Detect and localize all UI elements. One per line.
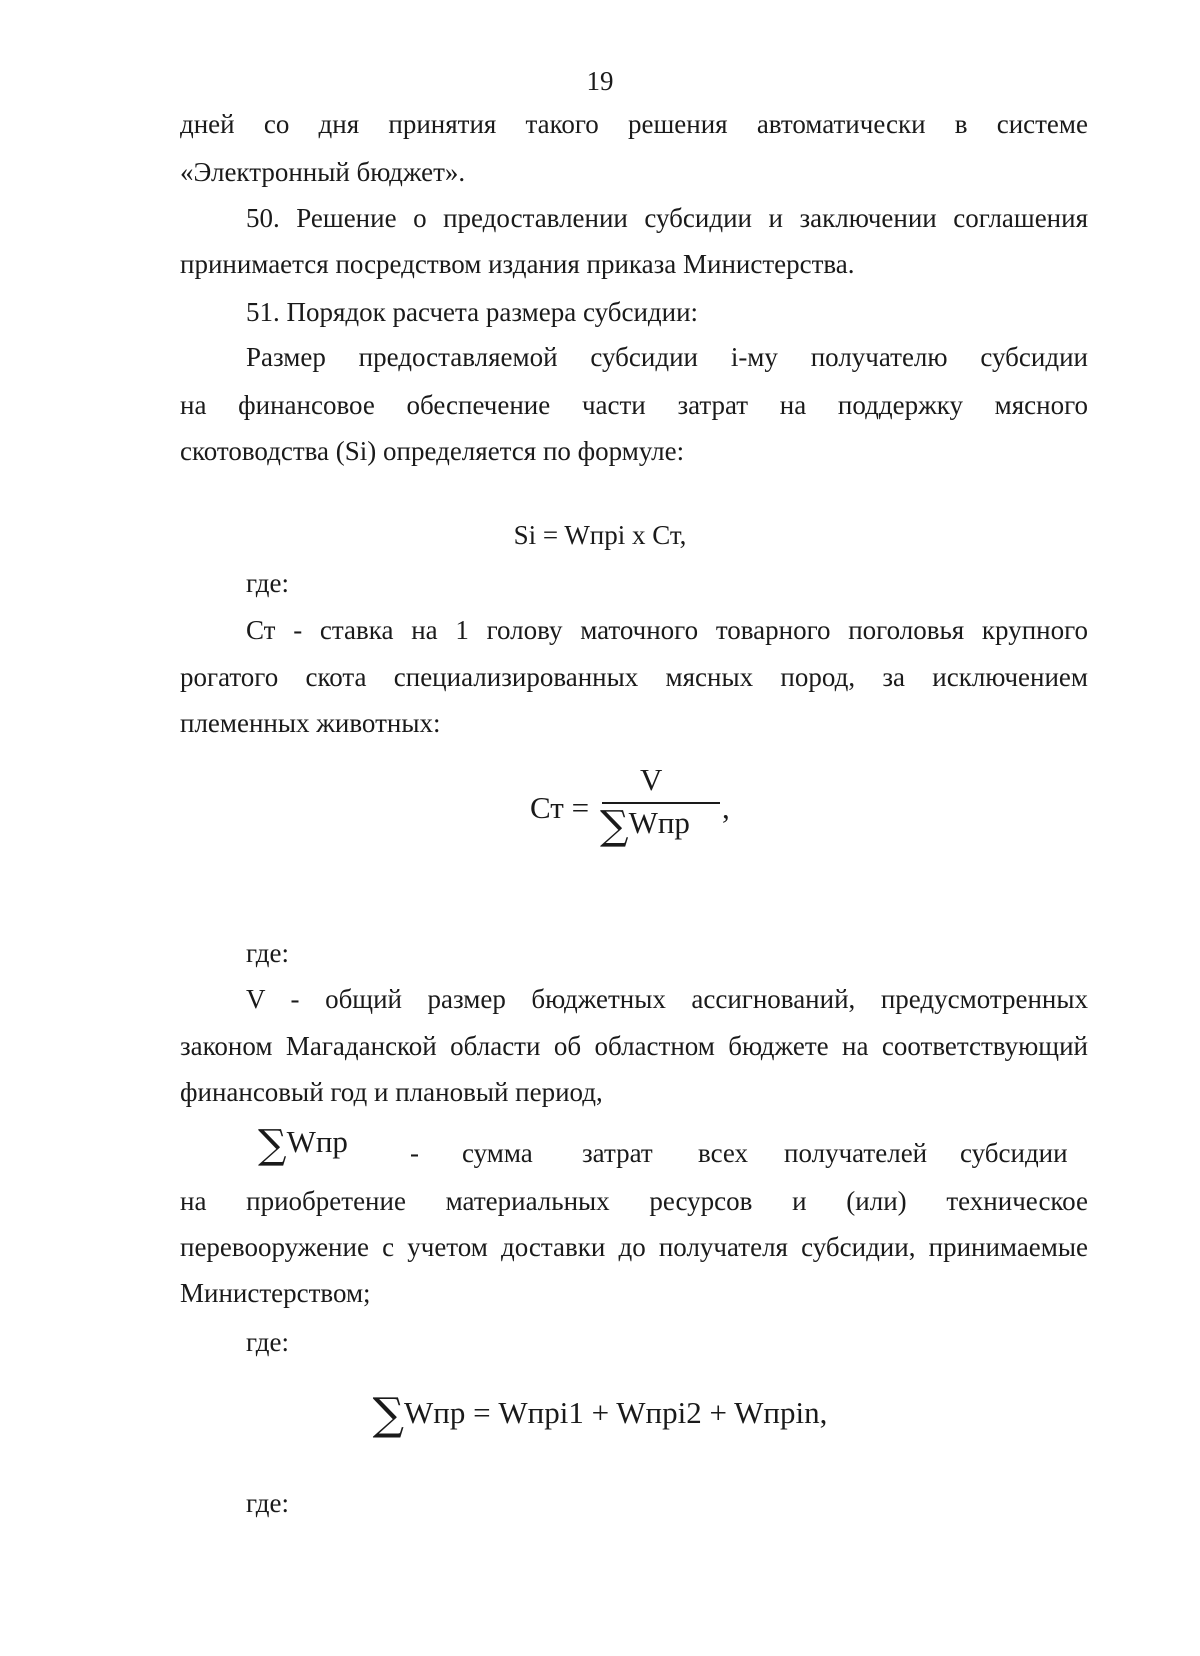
sum-word-3: всех <box>698 1138 749 1168</box>
page-number: 19 <box>586 66 614 96</box>
where-label-3: где: <box>246 1327 289 1357</box>
text-line-2: «Электронный бюджет». <box>180 157 466 187</box>
formula-sum <box>0 1389 1200 1440</box>
where-label-1: где: <box>246 568 289 598</box>
v-definition-line-1: V - общий размер бюджетных ассигнований, предусмотренных <box>246 984 1088 1014</box>
v-definition-line-3: финансовый год и плановый период, <box>180 1077 603 1107</box>
formula-ct-lhs: Ст = <box>530 790 590 825</box>
sum-symbol-text: Wпр <box>286 1124 348 1159</box>
sum-word-5: субсидии <box>960 1138 1068 1168</box>
sum-definition-line-3: перевооружение с учетом доставки до получателя субсидии, принимаемые <box>180 1232 1088 1262</box>
ct-definition-line-3: племенных животных: <box>180 708 441 738</box>
sum-dash: - <box>410 1138 419 1168</box>
where-label-4: где: <box>246 1488 289 1518</box>
paragraph-size-line-1: Размер предоставляемой субсидии i-му получателю субсидии <box>246 342 1088 372</box>
formula-ct-comma: , <box>722 790 730 825</box>
text-line-1: дней со дня принятия такого решения автоматически в системе <box>180 109 1088 139</box>
sigma-symbol: ∑ <box>258 1122 287 1168</box>
formula-ct-denominator-text: Wпр <box>628 805 690 840</box>
paragraph-size-line-3: скотоводства (Si) определяется по формуле: <box>180 436 685 466</box>
paragraph-50-line-1: 50. Решение о предоставлении субсидии и заключении соглашения <box>246 203 1088 233</box>
v-definition-line-2: законом Магаданской области об областном бюджете на соответствующий <box>180 1031 1088 1061</box>
sum-definition-line-2: на приобретение материальных ресурсов и (или) техническое <box>180 1186 1088 1216</box>
sum-word-1: сумма <box>462 1138 533 1168</box>
formula-si: Si = Wпрi x Ст, <box>513 520 687 550</box>
ct-definition-line-2: рогатого скота специализированных мясных пород, за исключением <box>180 662 1088 692</box>
sum-definition-line-4: Министерством; <box>180 1278 371 1308</box>
sum-word-4: получателей <box>784 1138 928 1168</box>
paragraph-50-line-2: принимается посредством издания приказа Министерства. <box>180 249 855 279</box>
where-label-2: где: <box>246 938 289 968</box>
paragraph-51-heading: 51. Порядок расчета размера субсидии: <box>246 297 699 327</box>
formula-ct-denominator <box>600 803 690 849</box>
sigma-symbol: ∑ <box>600 803 629 849</box>
formula-ct-numerator: V <box>640 762 663 797</box>
paragraph-size-line-2: на финансовое обеспечение части затрат на поддержку мясного <box>180 390 1088 420</box>
sigma-symbol: ∑ <box>372 1389 405 1440</box>
ct-definition-line-1: Ст - ставка на 1 голову маточного товарного поголовья крупного <box>246 615 1088 645</box>
sum-definition-row <box>180 1124 1088 1172</box>
formula-sum-text: Wпр = Wпрi1 + Wпрi2 + Wпрin, <box>404 1395 828 1430</box>
sum-symbol-group <box>258 1122 348 1168</box>
sum-word-2: затрат <box>582 1138 653 1168</box>
